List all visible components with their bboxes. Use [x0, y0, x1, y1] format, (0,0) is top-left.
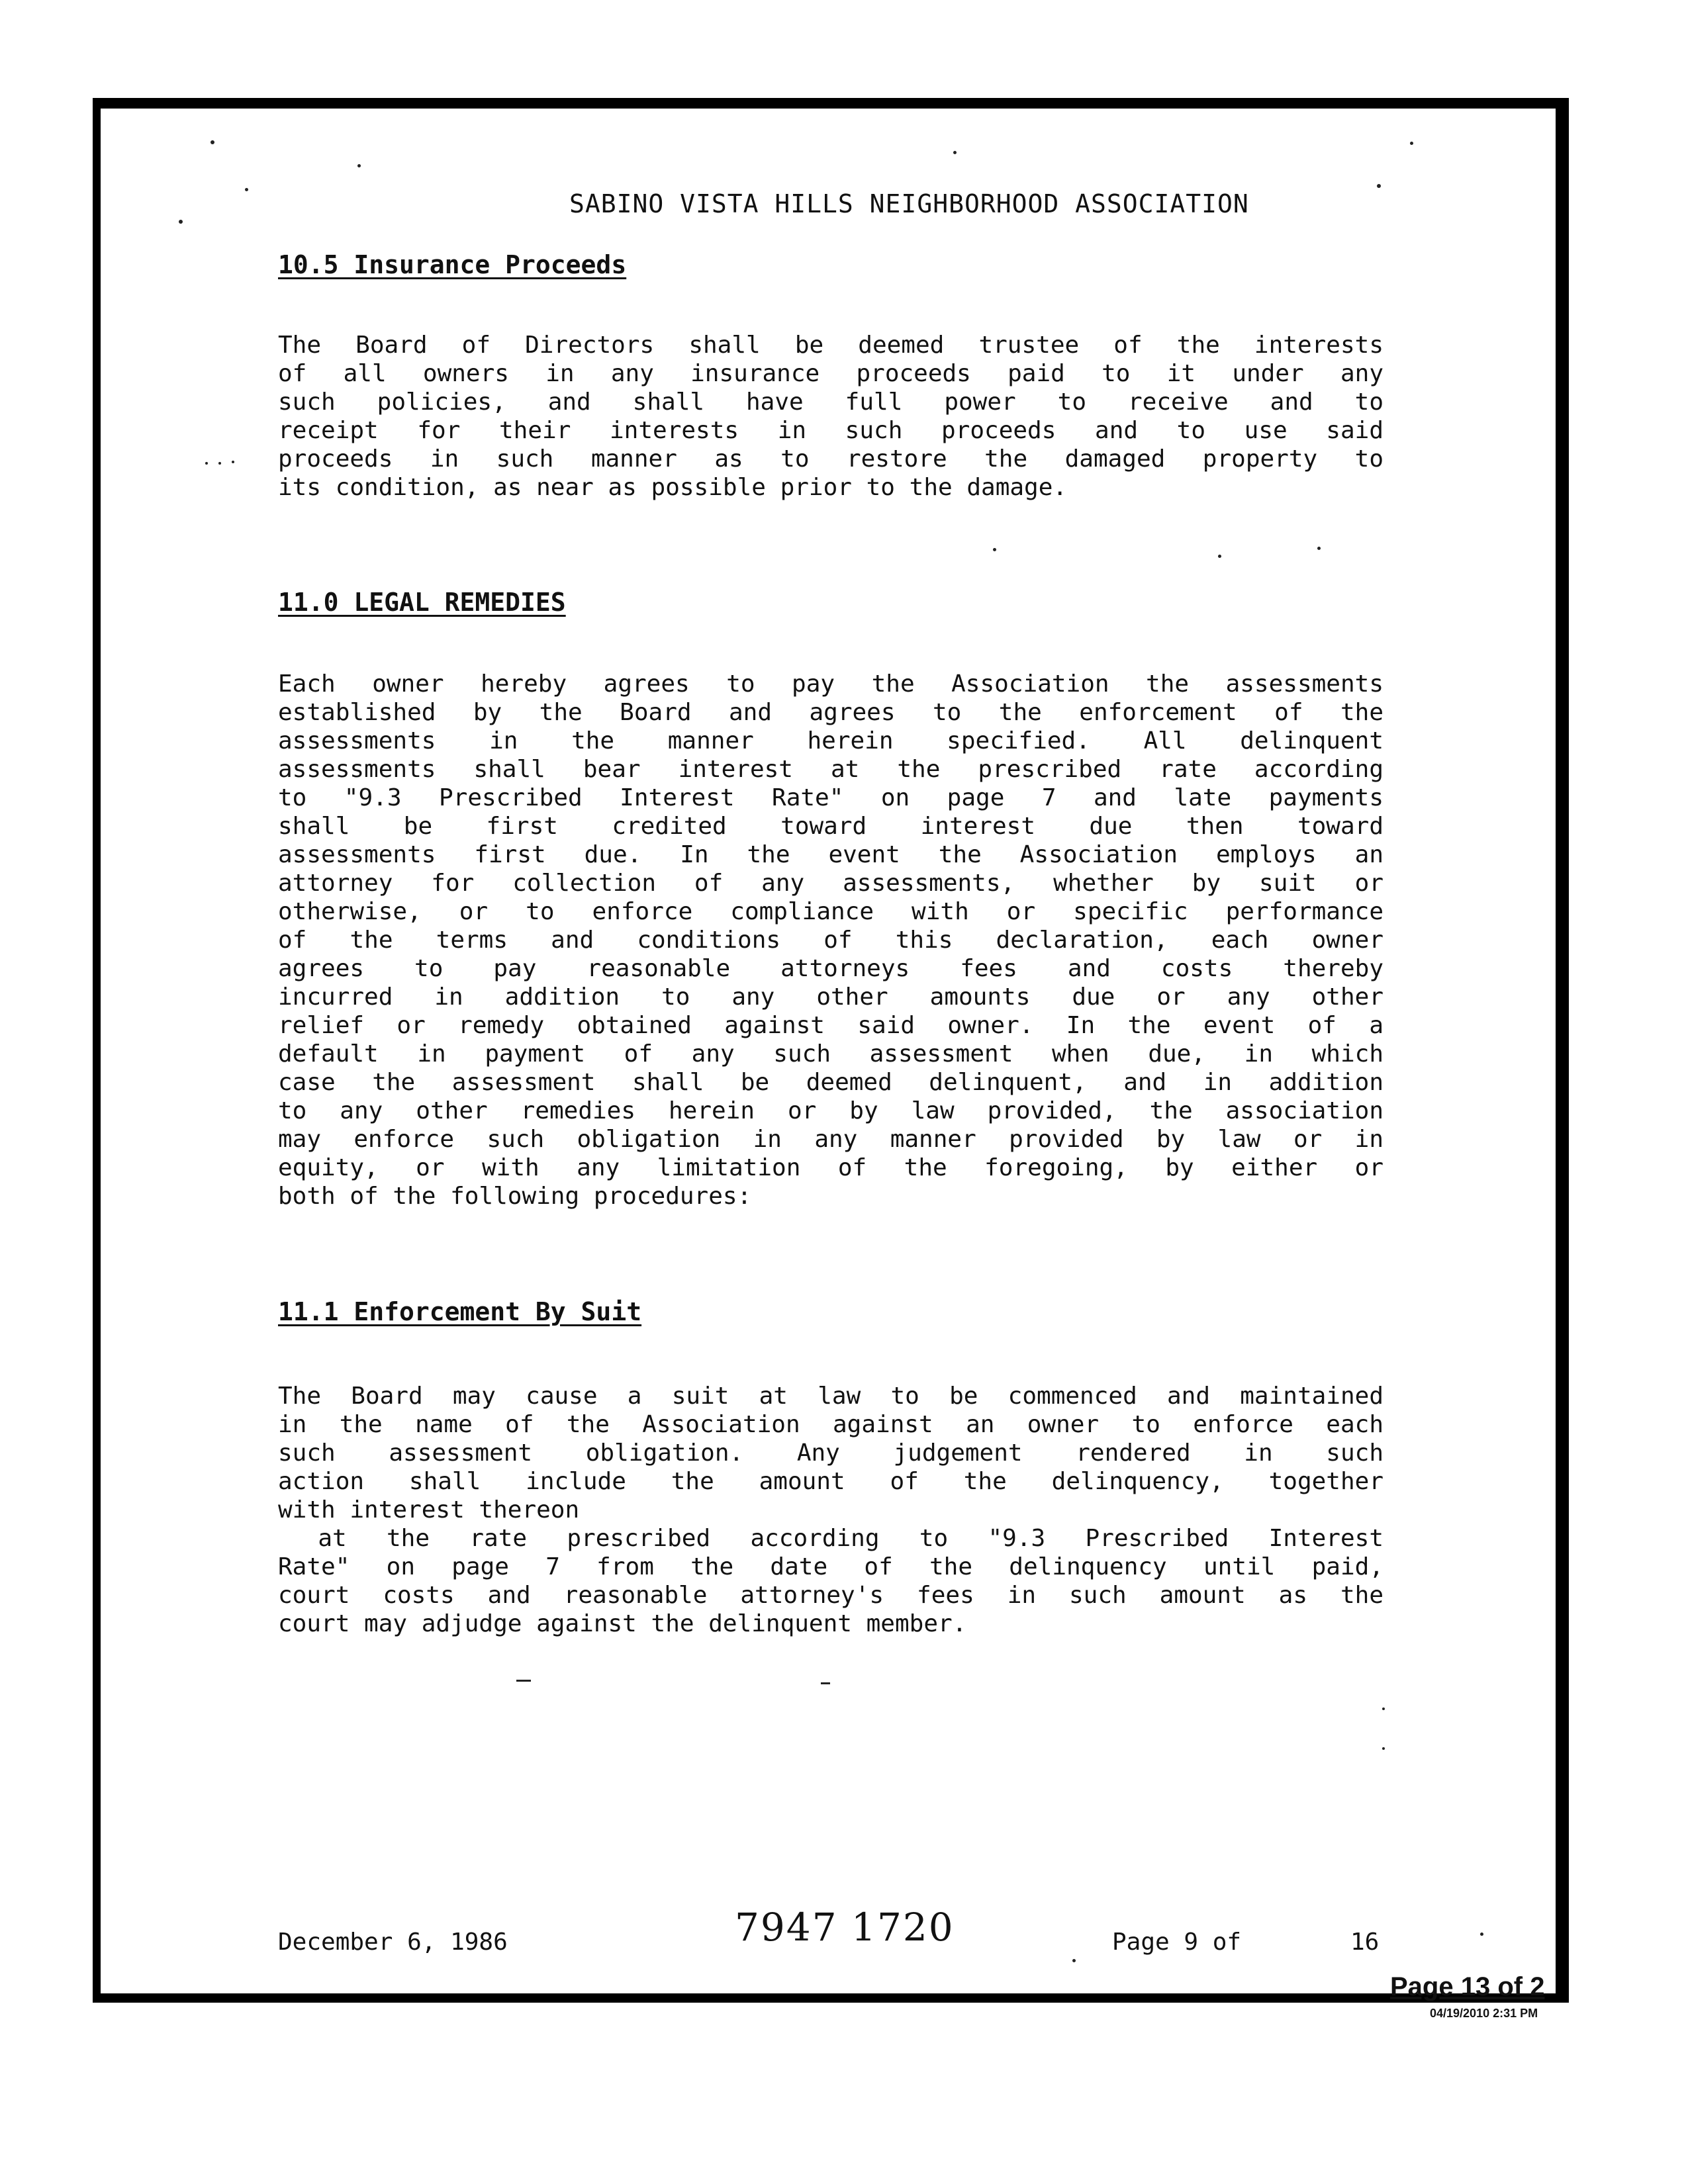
text-line: default in payment of any such assessment when due, in which: [278, 1040, 1383, 1068]
scan-timestamp: 04/19/2010 2:31 PM: [1430, 2007, 1538, 2020]
text-line: assessments in the manner herein specified. All delinquent: [278, 727, 1383, 754]
page-total: 16: [1350, 1929, 1380, 1956]
text-line: in the name of the Association against an owner to enforce each: [278, 1411, 1383, 1438]
recording-number: 7947 1720: [735, 1905, 955, 1950]
text-line: Each owner hereby agrees to pay the Association the assessments: [278, 670, 1383, 698]
section-heading-insurance-proceeds: 10.5 Insurance Proceeds: [278, 250, 627, 279]
section-body-legal-remedies: [278, 670, 1383, 1210]
text-line: such policies, and shall have full power to receive and to: [278, 388, 1383, 416]
section-heading-legal-remedies: 11.0 LEGAL REMEDIES: [278, 588, 566, 617]
text-line: both of the following procedures:: [278, 1183, 752, 1210]
page-label: Page 9 of: [1112, 1929, 1242, 1956]
scan-speck: [357, 164, 361, 167]
text-line: equity, or with any limitation of the foregoing, by either or: [278, 1154, 1383, 1181]
text-line: relief or remedy obtained against said owner. In the event of a: [278, 1012, 1383, 1039]
text-line: may enforce such obligation in any manner provided by law or in: [278, 1126, 1383, 1153]
scan-speck: [1382, 1707, 1385, 1710]
text-line: of the terms and conditions of this declaration, each owner: [278, 927, 1383, 954]
text-line: with interest thereon: [278, 1496, 580, 1524]
association-title: SABINO VISTA HILLS NEIGHBORHOOD ASSOCIATION: [569, 189, 1249, 218]
scan-speck: [516, 1680, 531, 1682]
scan-speck: [205, 462, 208, 465]
text-line: The Board of Directors shall be deemed trustee of the interests: [278, 332, 1383, 359]
text-line: established by the Board and agrees to the enforcement of the: [278, 699, 1383, 726]
text-line: attorney for collection of any assessments, whether by suit or: [278, 870, 1383, 897]
scan-speck: [179, 220, 183, 224]
scan-speck: [245, 188, 248, 191]
text-line: assessments first due. In the event the Association employs an: [278, 841, 1383, 868]
scan-speck: [1480, 1933, 1483, 1936]
section-heading-enforcement-by-suit: 11.1 Enforcement By Suit: [278, 1297, 642, 1326]
text-line: at the rate prescribed according to "9.3 Prescribed Interest: [278, 1525, 1383, 1552]
scan-speck: [1382, 1747, 1385, 1750]
text-line: incurred in addition to any other amounts due or any other: [278, 983, 1383, 1011]
text-line: action shall include the amount of the delinquency, together: [278, 1468, 1383, 1495]
text-line: The Board may cause a suit at law to be commenced and maintained: [278, 1383, 1383, 1410]
scan-speck: [1377, 184, 1381, 188]
text-line: of all owners in any insurance proceeds paid to it under any: [278, 360, 1383, 387]
text-line: otherwise, or to enforce compliance with or specific performance: [278, 898, 1383, 925]
scan-speck: [218, 462, 221, 465]
section-body-enforcement-by-suit: [278, 1382, 1383, 1638]
text-line: Rate" on page 7 from the date of the delinquency until paid,: [278, 1553, 1383, 1580]
text-line: agrees to pay reasonable attorneys fees and costs thereby: [278, 955, 1383, 982]
text-line: case the assessment shall be deemed delinquent, and in addition: [278, 1069, 1383, 1096]
document-date: December 6, 1986: [278, 1929, 508, 1956]
text-line: to "9.3 Prescribed Interest Rate" on page 7 and late payments: [278, 784, 1383, 811]
scan-speck: [953, 151, 957, 154]
text-line: to any other remedies herein or by law provided, the association: [278, 1097, 1383, 1124]
text-line: assessments shall bear interest at the prescribed rate according: [278, 756, 1383, 783]
text-line: shall be first credited toward interest due then toward: [278, 813, 1383, 840]
scan-speck: [821, 1682, 830, 1684]
text-line: proceeds in such manner as to restore the damaged property to: [278, 445, 1383, 473]
text-line: court costs and reasonable attorney's fees in such amount as the: [278, 1582, 1383, 1609]
scan-page-stamp: Page 13 of 2: [1390, 1972, 1545, 2001]
text-line: such assessment obligation. Any judgement rendered in such: [278, 1439, 1383, 1467]
text-line: court may adjudge against the delinquent member.: [278, 1610, 967, 1637]
scan-speck: [1317, 547, 1321, 550]
section-body-insurance-proceeds: [278, 331, 1383, 502]
text-line: receipt for their interests in such proceeds and to use said: [278, 417, 1383, 444]
scan-speck: [1410, 142, 1413, 145]
scan-speck: [1218, 555, 1221, 558]
scan-speck: [232, 461, 234, 463]
scan-speck: [211, 140, 214, 144]
scan-speck: [1072, 1959, 1076, 1962]
text-line: its condition, as near as possible prior to the damage.: [278, 474, 1068, 501]
scan-speck: [993, 548, 996, 551]
